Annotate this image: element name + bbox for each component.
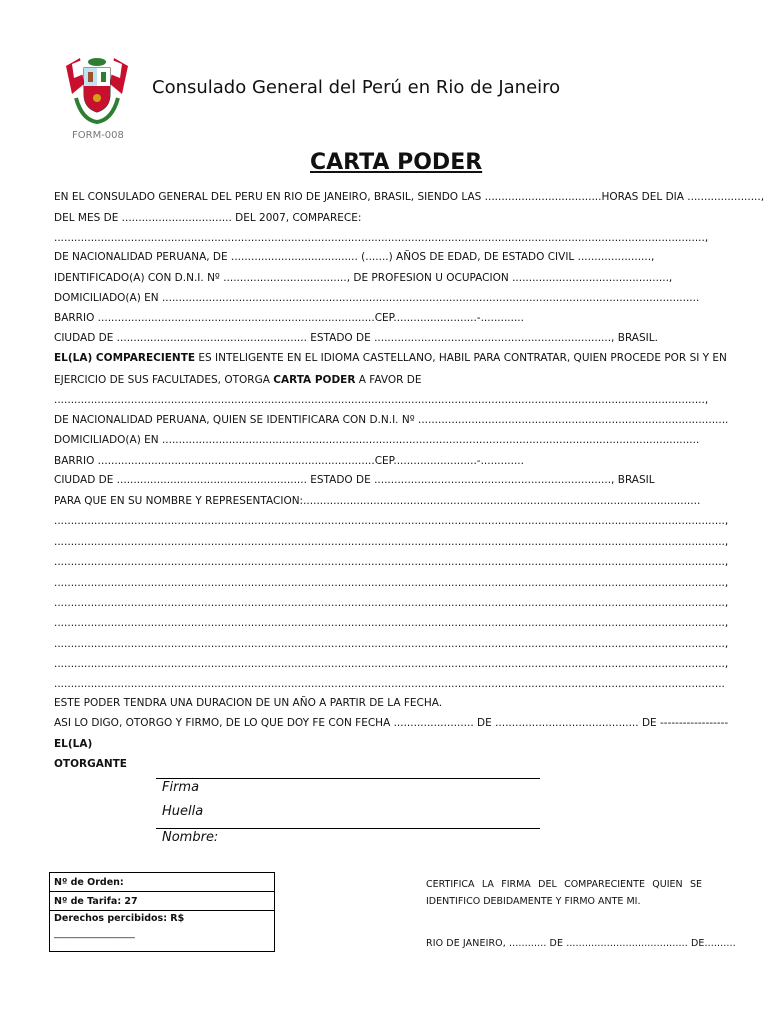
body-line: ..................................................................................................................................................................................................., — [54, 232, 709, 244]
coat-of-arms-icon — [62, 54, 132, 126]
body-line: CIUDAD DE ......................................................... ESTADO DE ......................................................................., BRASIL — [54, 474, 655, 486]
ejercicio-line — [54, 374, 421, 386]
nombre-label: Nombre: — [162, 830, 219, 845]
document-heading: CARTA PODER — [310, 150, 483, 175]
ejercicio-text: EJERCICIO DE SUS FACULTADES, OTORGA — [54, 374, 274, 386]
otorgante-label-2: OTORGANTE — [54, 758, 127, 770]
dotted-line: ......................................................................................................................................................................................................... — [54, 678, 725, 690]
compareciente-label: EL(LA) COMPARECIENTE — [54, 352, 196, 364]
body-line: BARRIO ...................................................................................CEP.........................-............. — [54, 455, 524, 467]
certification-date: RIO DE JANEIRO, ............ DE ....................................... DE.......... — [426, 938, 736, 949]
body-line: CIUDAD DE ......................................................... ESTADO DE ......................................................................., BRASIL. — [54, 332, 658, 344]
dotted-line: ........................................................................................................................................................................................................., — [54, 536, 729, 548]
compareciente-line — [54, 352, 727, 364]
body-line: IDENTIFICADO(A) CON D.N.I. Nº ....................................., DE PROFESION U OCUPACION ..............................................., — [54, 272, 673, 284]
signature-top-line — [156, 778, 540, 779]
ejercicio-end: A FAVOR DE — [355, 374, 422, 386]
dotted-line: ........................................................................................................................................................................................................., — [54, 638, 729, 650]
body-line: PARA QUE EN SU NOMBRE Y REPRESENTACION:....................................................................................................................... — [54, 495, 701, 507]
body-line: BARRIO ...................................................................................CEP.........................-............. — [54, 312, 524, 324]
otorgante-label-1: EL(LA) — [54, 738, 93, 750]
form-code: FORM-008 — [72, 130, 124, 141]
body-line: DEL MES DE ................................. DEL 2007, COMPARECE: — [54, 212, 362, 224]
carta-poder-label: CARTA PODER — [273, 374, 356, 386]
dotted-line: ........................................................................................................................................................................................................., — [54, 577, 729, 589]
body-line: DOMICILIADO(A) EN ................................................................................................................................................................. — [54, 292, 700, 304]
body-line: DOMICILIADO(A) EN ................................................................................................................................................................. — [54, 434, 700, 446]
fees-underline: _________________ — [54, 928, 135, 939]
fees-table — [49, 872, 275, 952]
body-line: EN EL CONSULADO GENERAL DEL PERU EN RIO DE JANEIRO, BRASIL, SIENDO LAS ...................................HORAS DEL DIA ......................, — [54, 191, 765, 203]
huella-label: Huella — [162, 804, 204, 819]
compareciente-text: ES INTELIGENTE EN EL IDIOMA CASTELLANO, HABIL PARA CONTRATAR, QUIEN PROCEDE POR SI Y EN — [195, 352, 727, 364]
tariff-number-cell: Nº de Tarifa: 27 — [50, 892, 275, 911]
certification-text: CERTIFICA LA FIRMA DEL COMPARECIENTE QUIEN SE IDENTIFICO DEBIDAMENTE Y FIRMO ANTE MI. — [426, 879, 702, 907]
body-line: ..................................................................................................................................................................................................., — [54, 394, 709, 406]
order-number-cell: Nº de Orden: — [50, 873, 275, 892]
dotted-line: ........................................................................................................................................................................................................., — [54, 658, 729, 670]
dotted-line: ........................................................................................................................................................................................................., — [54, 556, 729, 568]
dotted-line: ........................................................................................................................................................................................................., — [54, 515, 729, 527]
body-line: DE NACIONALIDAD PERUANA, DE ...................................... (.......) AÑOS DE EDAD, DE ESTADO CIVIL ......................, — [54, 251, 655, 263]
fees-received-label: Derechos percibidos: R$ — [54, 913, 185, 924]
signature-bottom-line — [156, 828, 540, 829]
consulate-title: Consulado General del Perú en Rio de Janeiro — [152, 77, 561, 98]
dotted-line: ........................................................................................................................................................................................................., — [54, 617, 729, 629]
duration-line: ESTE PODER TENDRA UNA DURACION DE UN AÑO A PARTIR DE LA FECHA. — [54, 697, 443, 709]
dotted-line: ........................................................................................................................................................................................................., — [54, 597, 729, 609]
body-line: DE NACIONALIDAD PERUANA, QUIEN SE IDENTIFICARA CON D.N.I. Nº ............................................................................................. — [54, 414, 729, 426]
signing-date-line: ASI LO DIGO, OTORGO Y FIRMO, DE LO QUE DOY FE CON FECHA ........................ DE ........................................... DE ------------------ — [54, 717, 729, 729]
fees-received-cell — [50, 911, 275, 952]
firma-label: Firma — [162, 780, 200, 795]
